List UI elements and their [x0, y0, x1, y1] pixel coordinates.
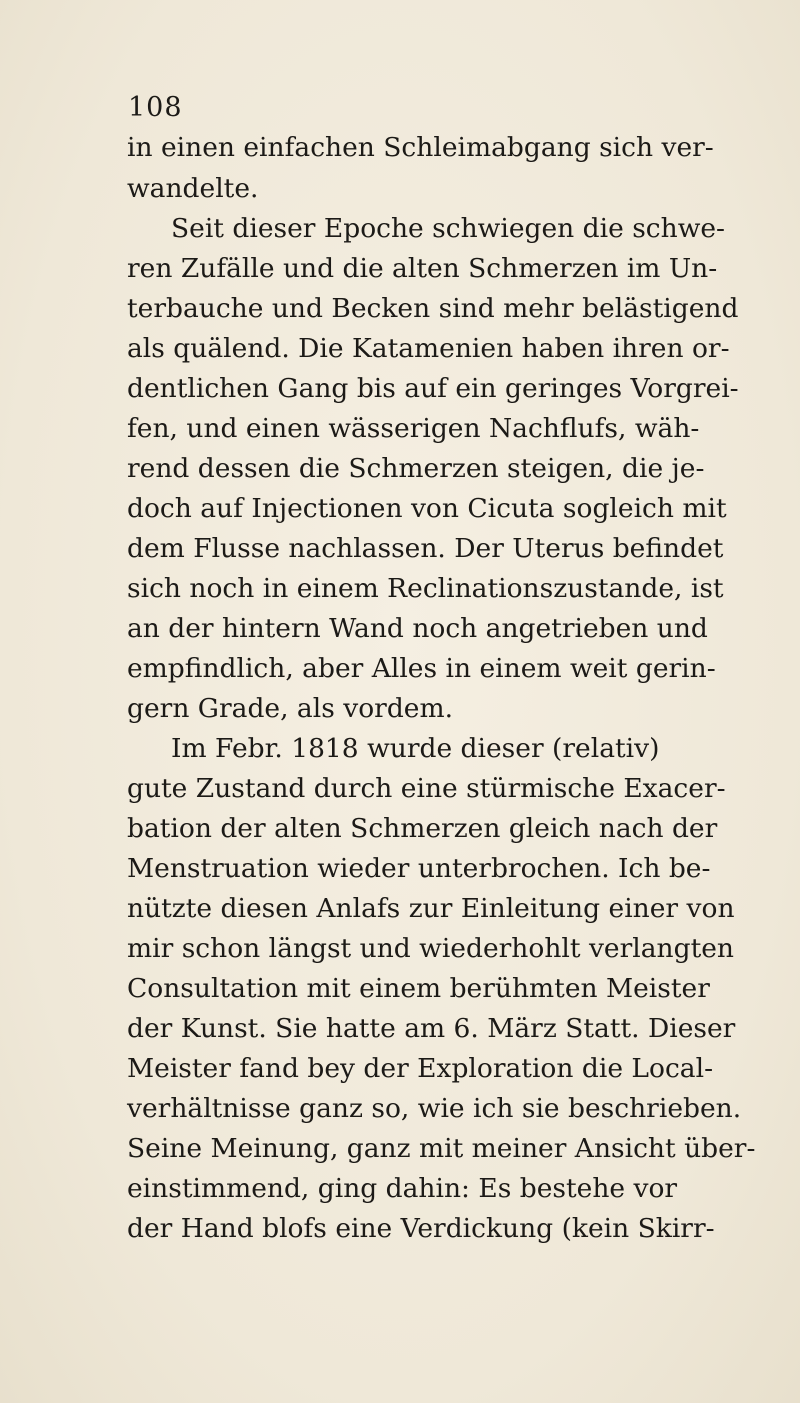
text-line-16: Im Febr. 1818 wurde dieser (relativ)	[171, 733, 660, 764]
text-line-21: mir schon längst und wiederhohlt verlangten	[127, 933, 734, 964]
text-line-24: Meister fand bey der Exploration die Local-	[127, 1053, 714, 1084]
text-line-14: empfindlich, aber Alles in einem weit gerin-	[127, 653, 716, 684]
page-number: 108	[128, 92, 183, 123]
text-line-23: der Kunst. Sie hatte am 6. März Statt. Dieser	[127, 1013, 736, 1044]
text-line-5: terbauche und Becken sind mehr belästigend	[127, 293, 739, 324]
text-line-7: dentlichen Gang bis auf ein geringes Vorgrei-	[127, 373, 739, 404]
text-line-6: als quälend. Die Katamenien haben ihren or-	[127, 333, 730, 364]
text-line-22: Consultation mit einem berühmten Meister	[127, 973, 710, 1004]
text-line-1: in einen einfachen Schleimabgang sich ver-	[127, 132, 714, 163]
text-line-27: einstimmend, ging dahin: Es bestehe vor	[127, 1173, 678, 1204]
text-line-28: der Hand blofs eine Verdickung (kein Skirr-	[127, 1213, 715, 1244]
text-line-9: rend dessen die Schmerzen steigen, die je-	[127, 453, 705, 484]
text-line-17: gute Zustand durch eine stürmische Exacer-	[127, 773, 726, 804]
text-line-4: ren Zufälle und die alten Schmerzen im Un-	[127, 253, 718, 284]
text-line-19: Menstruation wieder unterbrochen. Ich be-	[127, 853, 711, 884]
text-line-8: fen, und einen wässerigen Nachflufs, wäh-	[127, 413, 700, 444]
text-line-25: verhältnisse ganz so, wie ich sie beschrieben.	[127, 1093, 742, 1124]
text-line-26: Seine Meinung, ganz mit meiner Ansicht über-	[127, 1133, 756, 1164]
text-line-18: bation der alten Schmerzen gleich nach der	[127, 813, 718, 844]
text-line-11: dem Flusse nachlassen. Der Uterus befindet	[127, 533, 724, 564]
text-line-13: an der hintern Wand noch angetrieben und	[127, 613, 708, 644]
text-line-10: doch auf Injectionen von Cicuta sogleich mit	[127, 493, 727, 524]
text-line-20: nützte diesen Anlafs zur Einleitung einer von	[127, 893, 735, 924]
text-line-12: sich noch in einem Reclinationszustande, ist	[127, 573, 724, 604]
text-line-3: Seit dieser Epoche schwiegen die schwe-	[171, 213, 726, 244]
text-line-2: wandelte.	[127, 173, 259, 204]
text-line-15: gern Grade, als vordem.	[127, 693, 454, 724]
